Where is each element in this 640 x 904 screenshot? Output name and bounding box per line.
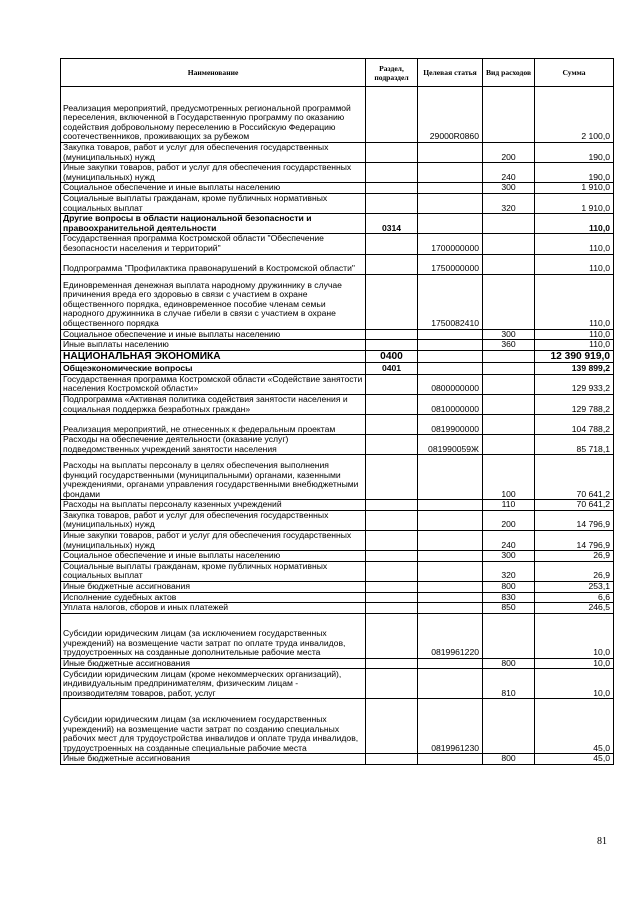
table-row bbox=[61, 582, 614, 593]
cell-type: 320 bbox=[483, 561, 535, 581]
cell-name: Субсидии юридическим лицам (за исключением государственных учреждений) на возмещение части затрат по оплате труда инвалидов, трудоустроенных на созданные дополнительные рабочие места bbox=[61, 613, 366, 658]
cell-amount: 10,0 bbox=[535, 658, 614, 669]
cell-amount: 70 641,2 bbox=[535, 500, 614, 511]
cell-target: 0810000000 bbox=[418, 394, 483, 414]
cell-section bbox=[366, 340, 418, 351]
table-row bbox=[61, 254, 614, 274]
table-body bbox=[61, 87, 614, 765]
cell-name: Общеэкономические вопросы bbox=[61, 362, 366, 374]
cell-name: Подпрограмма "Профилактика правонарушений в Костромской области" bbox=[61, 254, 366, 274]
table-row bbox=[61, 214, 614, 234]
cell-target bbox=[418, 551, 483, 562]
cell-type bbox=[483, 350, 535, 362]
cell-target: 0800000000 bbox=[418, 374, 483, 394]
table-row bbox=[61, 669, 614, 699]
cell-name: Уплата налогов, сборов и иных платежей bbox=[61, 603, 366, 614]
table-row bbox=[61, 234, 614, 254]
cell-target bbox=[418, 214, 483, 234]
cell-type: 240 bbox=[483, 531, 535, 551]
cell-name: Субсидии юридическим лицам (за исключением государственных учреждений) на возмещение части затрат по созданию специальных рабочих мест для трудоустройства инвалидов и оплате труда инвалидов, трудоустроенных на созданные специальные рабочие места bbox=[61, 699, 366, 754]
cell-target bbox=[418, 658, 483, 669]
cell-target: 0819900000 bbox=[418, 415, 483, 435]
cell-amount: 110,0 bbox=[535, 274, 614, 329]
cell-type: 100 bbox=[483, 455, 535, 500]
page-number: 81 bbox=[597, 836, 607, 847]
cell-amount: 139 899,2 bbox=[535, 362, 614, 374]
cell-amount: 110,0 bbox=[535, 329, 614, 340]
cell-section bbox=[366, 329, 418, 340]
cell-name: Иные бюджетные ассигнования bbox=[61, 658, 366, 669]
cell-type bbox=[483, 362, 535, 374]
cell-name: Закупка товаров, работ и услуг для обеспечения государственных (муниципальных) нужд bbox=[61, 143, 366, 163]
header-target: Целевая статья bbox=[418, 59, 483, 87]
cell-target bbox=[418, 143, 483, 163]
cell-target bbox=[418, 754, 483, 765]
cell-name: Иные выплаты населению bbox=[61, 340, 366, 351]
cell-target bbox=[418, 183, 483, 194]
cell-amount: 190,0 bbox=[535, 163, 614, 183]
table-row bbox=[61, 350, 614, 362]
table-row bbox=[61, 500, 614, 511]
table-row bbox=[61, 87, 614, 143]
cell-section bbox=[366, 274, 418, 329]
cell-section bbox=[366, 592, 418, 603]
cell-amount: 14 796,9 bbox=[535, 510, 614, 530]
cell-section: 0314 bbox=[366, 214, 418, 234]
cell-name: Расходы на выплаты персоналу казенных учреждений bbox=[61, 500, 366, 511]
cell-type: 800 bbox=[483, 582, 535, 593]
table-row bbox=[61, 394, 614, 414]
cell-type: 810 bbox=[483, 669, 535, 699]
cell-amount: 110,0 bbox=[535, 234, 614, 254]
cell-amount: 110,0 bbox=[535, 214, 614, 234]
table-header-row bbox=[61, 59, 614, 87]
cell-section bbox=[366, 603, 418, 614]
cell-name: Социальное обеспечение и иные выплаты населению bbox=[61, 183, 366, 194]
cell-name: НАЦИОНАЛЬНАЯ ЭКОНОМИКА bbox=[61, 350, 366, 362]
cell-target bbox=[418, 531, 483, 551]
cell-amount: 45,0 bbox=[535, 699, 614, 754]
cell-name: Государственная программа Костромской области «Содействие занятости населения Костромской области» bbox=[61, 374, 366, 394]
cell-type: 300 bbox=[483, 551, 535, 562]
cell-section: 0400 bbox=[366, 350, 418, 362]
cell-section bbox=[366, 254, 418, 274]
cell-amount: 6,6 bbox=[535, 592, 614, 603]
cell-name: Социальное обеспечение и иные выплаты населению bbox=[61, 551, 366, 562]
cell-section bbox=[366, 531, 418, 551]
cell-amount: 253,1 bbox=[535, 582, 614, 593]
cell-amount: 110,0 bbox=[535, 340, 614, 351]
cell-type bbox=[483, 394, 535, 414]
cell-target: 1700000000 bbox=[418, 234, 483, 254]
cell-name: Другие вопросы в области национальной безопасности и правоохранительной деятельности bbox=[61, 214, 366, 234]
cell-target bbox=[418, 561, 483, 581]
cell-amount: 10,0 bbox=[535, 613, 614, 658]
table-row bbox=[61, 551, 614, 562]
cell-type: 110 bbox=[483, 500, 535, 511]
table-row bbox=[61, 658, 614, 669]
cell-section bbox=[366, 234, 418, 254]
cell-target bbox=[418, 193, 483, 213]
cell-target bbox=[418, 329, 483, 340]
table-row bbox=[61, 455, 614, 500]
cell-section bbox=[366, 455, 418, 500]
cell-target: 1750082410 bbox=[418, 274, 483, 329]
cell-type: 800 bbox=[483, 754, 535, 765]
cell-target bbox=[418, 163, 483, 183]
cell-type: 830 bbox=[483, 592, 535, 603]
table-row bbox=[61, 531, 614, 551]
cell-name: Расходы на выплаты персоналу в целях обеспечения выполнения функций государственными (муниципальными) органами, казенными учреждениями, органами управления государственными внебюджетными фондами bbox=[61, 455, 366, 500]
cell-section bbox=[366, 613, 418, 658]
cell-type: 300 bbox=[483, 183, 535, 194]
table-row bbox=[61, 561, 614, 581]
table-row bbox=[61, 592, 614, 603]
cell-amount: 70 641,2 bbox=[535, 455, 614, 500]
cell-type: 300 bbox=[483, 329, 535, 340]
cell-name: Иные бюджетные ассигнования bbox=[61, 582, 366, 593]
table-row bbox=[61, 193, 614, 213]
cell-section bbox=[366, 561, 418, 581]
cell-name: Социальные выплаты гражданам, кроме публичных нормативных социальных выплат bbox=[61, 193, 366, 213]
cell-section bbox=[366, 87, 418, 143]
cell-target bbox=[418, 455, 483, 500]
cell-target: 0819961220 bbox=[418, 613, 483, 658]
cell-name: Исполнение судебных актов bbox=[61, 592, 366, 603]
cell-target bbox=[418, 582, 483, 593]
cell-type bbox=[483, 234, 535, 254]
cell-name: Иные закупки товаров, работ и услуг для обеспечения государственных (муниципальных) нужд bbox=[61, 163, 366, 183]
cell-type bbox=[483, 435, 535, 455]
cell-target bbox=[418, 510, 483, 530]
cell-amount: 85 718,1 bbox=[535, 435, 614, 455]
table-row bbox=[61, 603, 614, 614]
table-row bbox=[61, 329, 614, 340]
cell-amount: 45,0 bbox=[535, 754, 614, 765]
table-row bbox=[61, 362, 614, 374]
cell-name: Закупка товаров, работ и услуг для обеспечения государственных (муниципальных) нужд bbox=[61, 510, 366, 530]
table-row bbox=[61, 510, 614, 530]
cell-type bbox=[483, 415, 535, 435]
cell-amount: 26,9 bbox=[535, 561, 614, 581]
cell-section: 0401 bbox=[366, 362, 418, 374]
header-type: Вид расходов bbox=[483, 59, 535, 87]
cell-name: Государственная программа Костромской области "Обеспечение безопасности населения и территорий" bbox=[61, 234, 366, 254]
header-name: Наименование bbox=[61, 59, 366, 87]
cell-name: Субсидии юридическим лицам (кроме некоммерческих организаций), индивидуальным предпринимателям, физическим лицам - производителям товаров, работ, услуг bbox=[61, 669, 366, 699]
cell-amount: 2 100,0 bbox=[535, 87, 614, 143]
cell-section bbox=[366, 582, 418, 593]
cell-target bbox=[418, 592, 483, 603]
cell-type bbox=[483, 254, 535, 274]
cell-name: Социальные выплаты гражданам, кроме публичных нормативных социальных выплат bbox=[61, 561, 366, 581]
cell-type bbox=[483, 214, 535, 234]
cell-target: 081990059Ж bbox=[418, 435, 483, 455]
cell-name: Единовременная денежная выплата народному дружиннику в случае причинения вреда его здоровью в связи с участием в охране общественного порядка, единовременное пособие членам семьи народного дружинника в случае гибели в связи с участием в охране общественного порядка bbox=[61, 274, 366, 329]
cell-name: Реализация мероприятий, не отнесенных к федеральным проектам bbox=[61, 415, 366, 435]
cell-name: Иные бюджетные ассигнования bbox=[61, 754, 366, 765]
cell-section bbox=[366, 435, 418, 455]
cell-target bbox=[418, 669, 483, 699]
cell-section bbox=[366, 754, 418, 765]
cell-amount: 190,0 bbox=[535, 143, 614, 163]
table-row bbox=[61, 183, 614, 194]
cell-section bbox=[366, 415, 418, 435]
cell-amount: 14 796,9 bbox=[535, 531, 614, 551]
table-row bbox=[61, 143, 614, 163]
budget-table bbox=[60, 58, 614, 765]
cell-section bbox=[366, 163, 418, 183]
cell-name: Реализация мероприятий, предусмотренных региональной программой переселения, включенной в Государственную программу по оказанию содействия добровольному переселению в Российскую Федерацию соотечественников, проживающих за рубежом bbox=[61, 87, 366, 143]
cell-type bbox=[483, 274, 535, 329]
cell-section bbox=[366, 193, 418, 213]
table-row bbox=[61, 274, 614, 329]
cell-target bbox=[418, 500, 483, 511]
cell-type: 200 bbox=[483, 143, 535, 163]
cell-name: Расходы на обеспечение деятельности (оказание услуг) подведомственных учреждений занятости населения bbox=[61, 435, 366, 455]
cell-target bbox=[418, 603, 483, 614]
cell-section bbox=[366, 510, 418, 530]
cell-section bbox=[366, 183, 418, 194]
cell-amount: 26,9 bbox=[535, 551, 614, 562]
cell-type: 320 bbox=[483, 193, 535, 213]
cell-section bbox=[366, 551, 418, 562]
header-section: Раздел, подраздел bbox=[366, 59, 418, 87]
cell-type bbox=[483, 374, 535, 394]
cell-target: 0819961230 bbox=[418, 699, 483, 754]
cell-target bbox=[418, 362, 483, 374]
table-row bbox=[61, 340, 614, 351]
cell-target bbox=[418, 350, 483, 362]
cell-section bbox=[366, 143, 418, 163]
cell-type: 200 bbox=[483, 510, 535, 530]
cell-name: Социальное обеспечение и иные выплаты населению bbox=[61, 329, 366, 340]
table-row bbox=[61, 754, 614, 765]
table-row bbox=[61, 435, 614, 455]
cell-amount: 110,0 bbox=[535, 254, 614, 274]
cell-amount: 129 788,2 bbox=[535, 394, 614, 414]
cell-amount: 12 390 919,0 bbox=[535, 350, 614, 362]
cell-target: 29000R0860 bbox=[418, 87, 483, 143]
cell-amount: 1 910,0 bbox=[535, 183, 614, 194]
table-row bbox=[61, 699, 614, 754]
cell-type: 360 bbox=[483, 340, 535, 351]
cell-section bbox=[366, 699, 418, 754]
cell-target bbox=[418, 340, 483, 351]
cell-type: 850 bbox=[483, 603, 535, 614]
table-row bbox=[61, 613, 614, 658]
table-row bbox=[61, 374, 614, 394]
header-amount: Сумма bbox=[535, 59, 614, 87]
table-row bbox=[61, 163, 614, 183]
cell-amount: 129 933,2 bbox=[535, 374, 614, 394]
cell-amount: 10,0 bbox=[535, 669, 614, 699]
cell-type: 800 bbox=[483, 658, 535, 669]
cell-type bbox=[483, 613, 535, 658]
cell-section bbox=[366, 669, 418, 699]
cell-amount: 1 910,0 bbox=[535, 193, 614, 213]
cell-type bbox=[483, 699, 535, 754]
cell-amount: 104 788,2 bbox=[535, 415, 614, 435]
cell-section bbox=[366, 394, 418, 414]
cell-name: Подпрограмма «Активная политика содействия занятости населения и социальная поддержка безработных граждан» bbox=[61, 394, 366, 414]
cell-type bbox=[483, 87, 535, 143]
table-row bbox=[61, 415, 614, 435]
cell-amount: 246,5 bbox=[535, 603, 614, 614]
cell-type: 240 bbox=[483, 163, 535, 183]
cell-target: 1750000000 bbox=[418, 254, 483, 274]
cell-section bbox=[366, 374, 418, 394]
cell-name: Иные закупки товаров, работ и услуг для обеспечения государственных (муниципальных) нужд bbox=[61, 531, 366, 551]
cell-section bbox=[366, 500, 418, 511]
cell-section bbox=[366, 658, 418, 669]
